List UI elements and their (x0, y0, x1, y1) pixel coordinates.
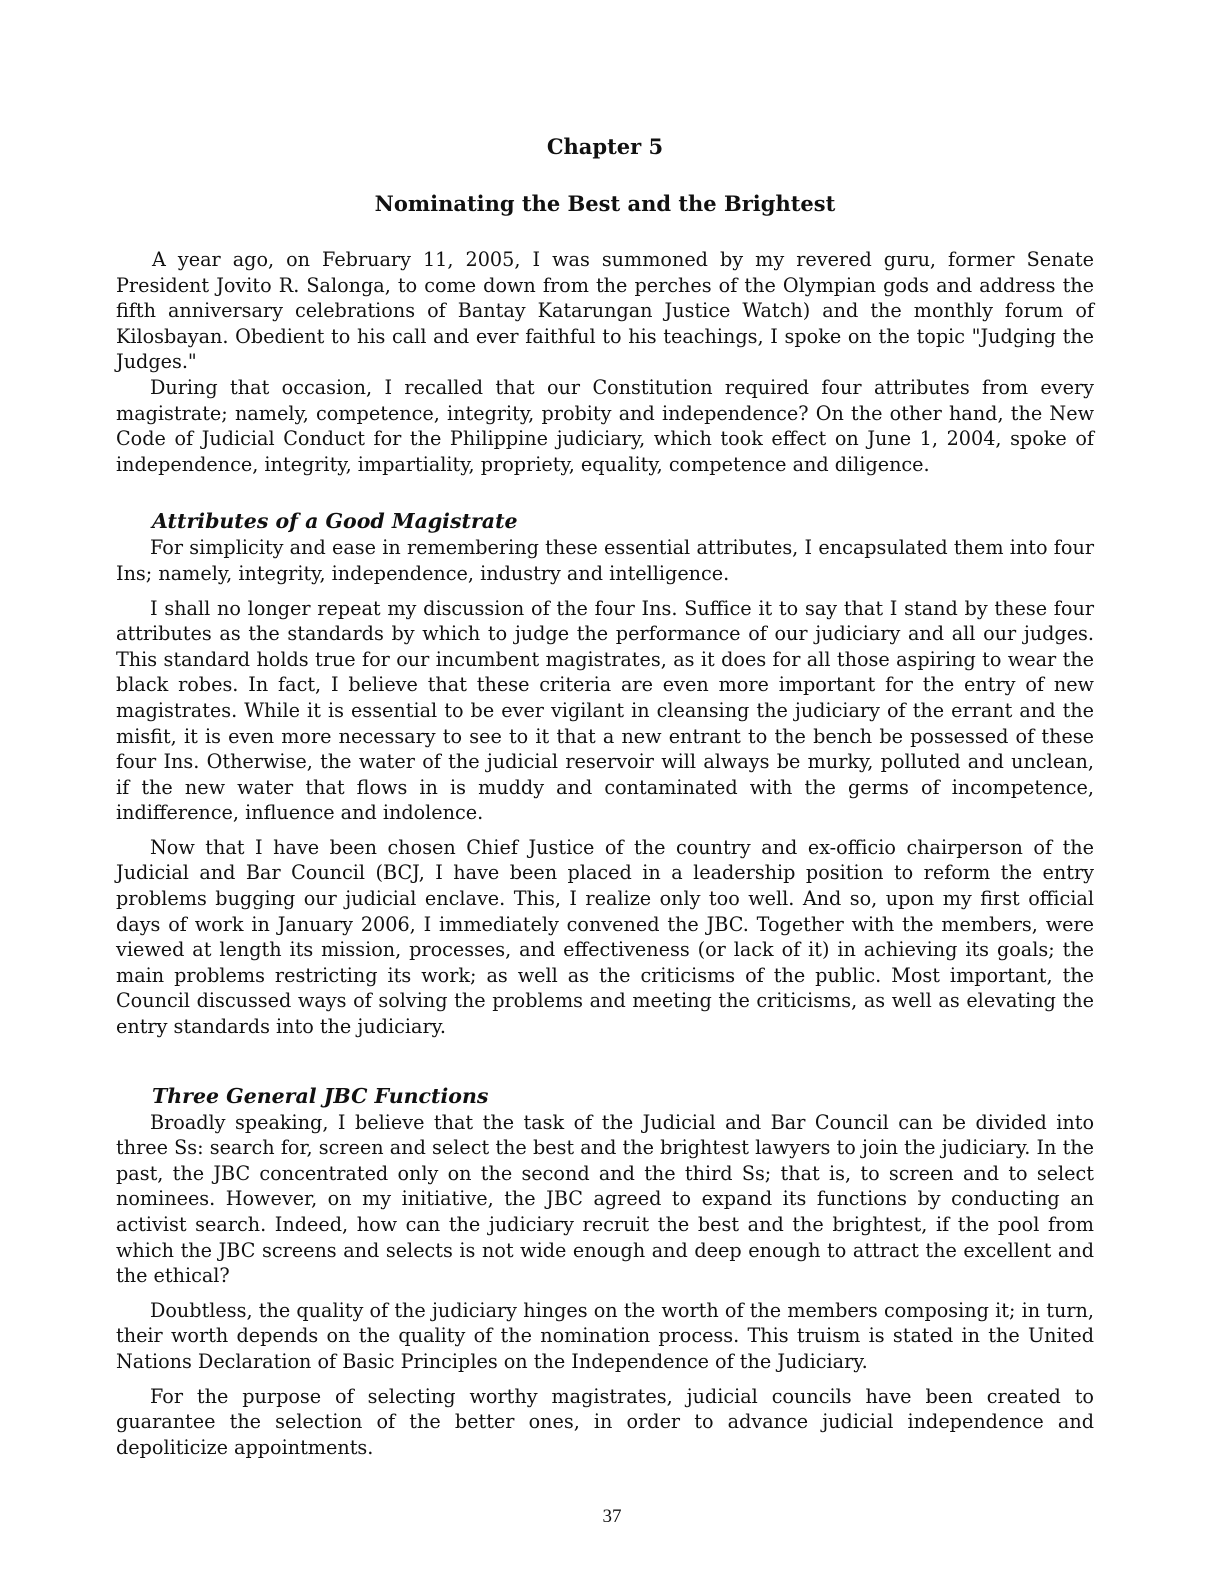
section-heading-functions: Three General JBC Functions (152, 1083, 489, 1108)
paragraph-1: A year ago, on February 11, 2005, I was summoned by my revered guru, former Senate President Jovito R. Salonga, to come down from the perches of the Olympian gods and address the fifth anniversary celebrations of Bantay Katarungan Justice Watch) and the monthly forum of Kilosbayan. Obedient to his call and ever faithful to his teachings, I spoke on the topic "Judging the Judges." (116, 248, 1094, 374)
paragraph-7: Doubtless, the quality of the judiciary hinges on the worth of the members composing it; in turn, their worth depends on the quality of the nomination process. This truism is stated in the United Nations Declaration of Basic Principles on the Independence of the Judiciary. (116, 1298, 1094, 1373)
page-number: 37 (602, 1506, 622, 1527)
paragraph-3: For simplicity and ease in remembering these essential attributes, I encapsulated them into four Ins; namely, integrity, independence, industry and intelligence. (116, 536, 1094, 585)
page-content (116, 132, 1094, 1460)
paragraph-4: I shall no longer repeat my discussion of the four Ins. Suffice it to say that I stand by these four attributes as the standards by which to judge the performance of our judiciary and all our judges. This standard holds true for our incumbent magistrates, as it does for all those aspiring to wear the black robes. In fact, I believe that these criteria are even more important for the entry of new magistrates. While it is essential to be ever vigilant in cleansing the judiciary of the errant and the misfit, it is even more necessary to see to it that a new entrant to the bench be possessed of these four Ins. Otherwise, the water of the judicial reservoir will always be murky, polluted and unclean, if the new water that flows in is muddy and contaminated with the germs of incompetence, indifference, influence and indolence. (116, 596, 1094, 825)
paragraph-5: Now that I have been chosen Chief Justice of the country and ex-officio chairperson of the Judicial and Bar Council (BCJ, I have been placed in a leadership position to reform the entry problems bugging our judicial enclave. This, I realize only too well. And so, upon my first official days of work in January 2006, I immediately convened the JBC. Together with the members, were viewed at length its mission, processes, and effectiveness (or lack of it) in achieving its goals; the main problems restricting its work; as well as the criticisms of the public. Most important, the Council discussed ways of solving the problems and meeting the criticisms, as well as elevating the entry standards into the judiciary. (116, 835, 1094, 1039)
chapter-title: Chapter 5 (546, 134, 664, 159)
chapter-subtitle: Nominating the Best and the Brightest (374, 191, 836, 216)
paragraph-2: During that occasion, I recalled that our Constitution required four attributes from every magistrate; namely, competence, integrity, probity and independence? On the other hand, the New Code of Judicial Conduct for the Philippine judiciary, which took effect on June 1, 2004, spoke of independence, integrity, impartiality, propriety, equality, competence and diligence. (116, 375, 1094, 476)
paragraph-8: For the purpose of selecting worthy magistrates, judicial councils have been created to guarantee the selection of the better ones, in order to advance judicial independence and depoliticize appointments. (116, 1384, 1094, 1459)
paragraph-6: Broadly speaking, I believe that the task of the Judicial and Bar Council can be divided into three Ss: search for, screen and select the best and the brightest lawyers to join the judiciary. In the past, the JBC concentrated only on the second and the third Ss; that is, to screen and to select nominees. However, on my initiative, the JBC agreed to expand its functions by conducting an activist search. Indeed, how can the judiciary recruit the best and the brightest, if the pool from which the JBC screens and selects is not wide enough and deep enough to attract the excellent and the ethical? (116, 1110, 1094, 1288)
section-heading-attributes: Attributes of a Good Magistrate (152, 509, 518, 534)
